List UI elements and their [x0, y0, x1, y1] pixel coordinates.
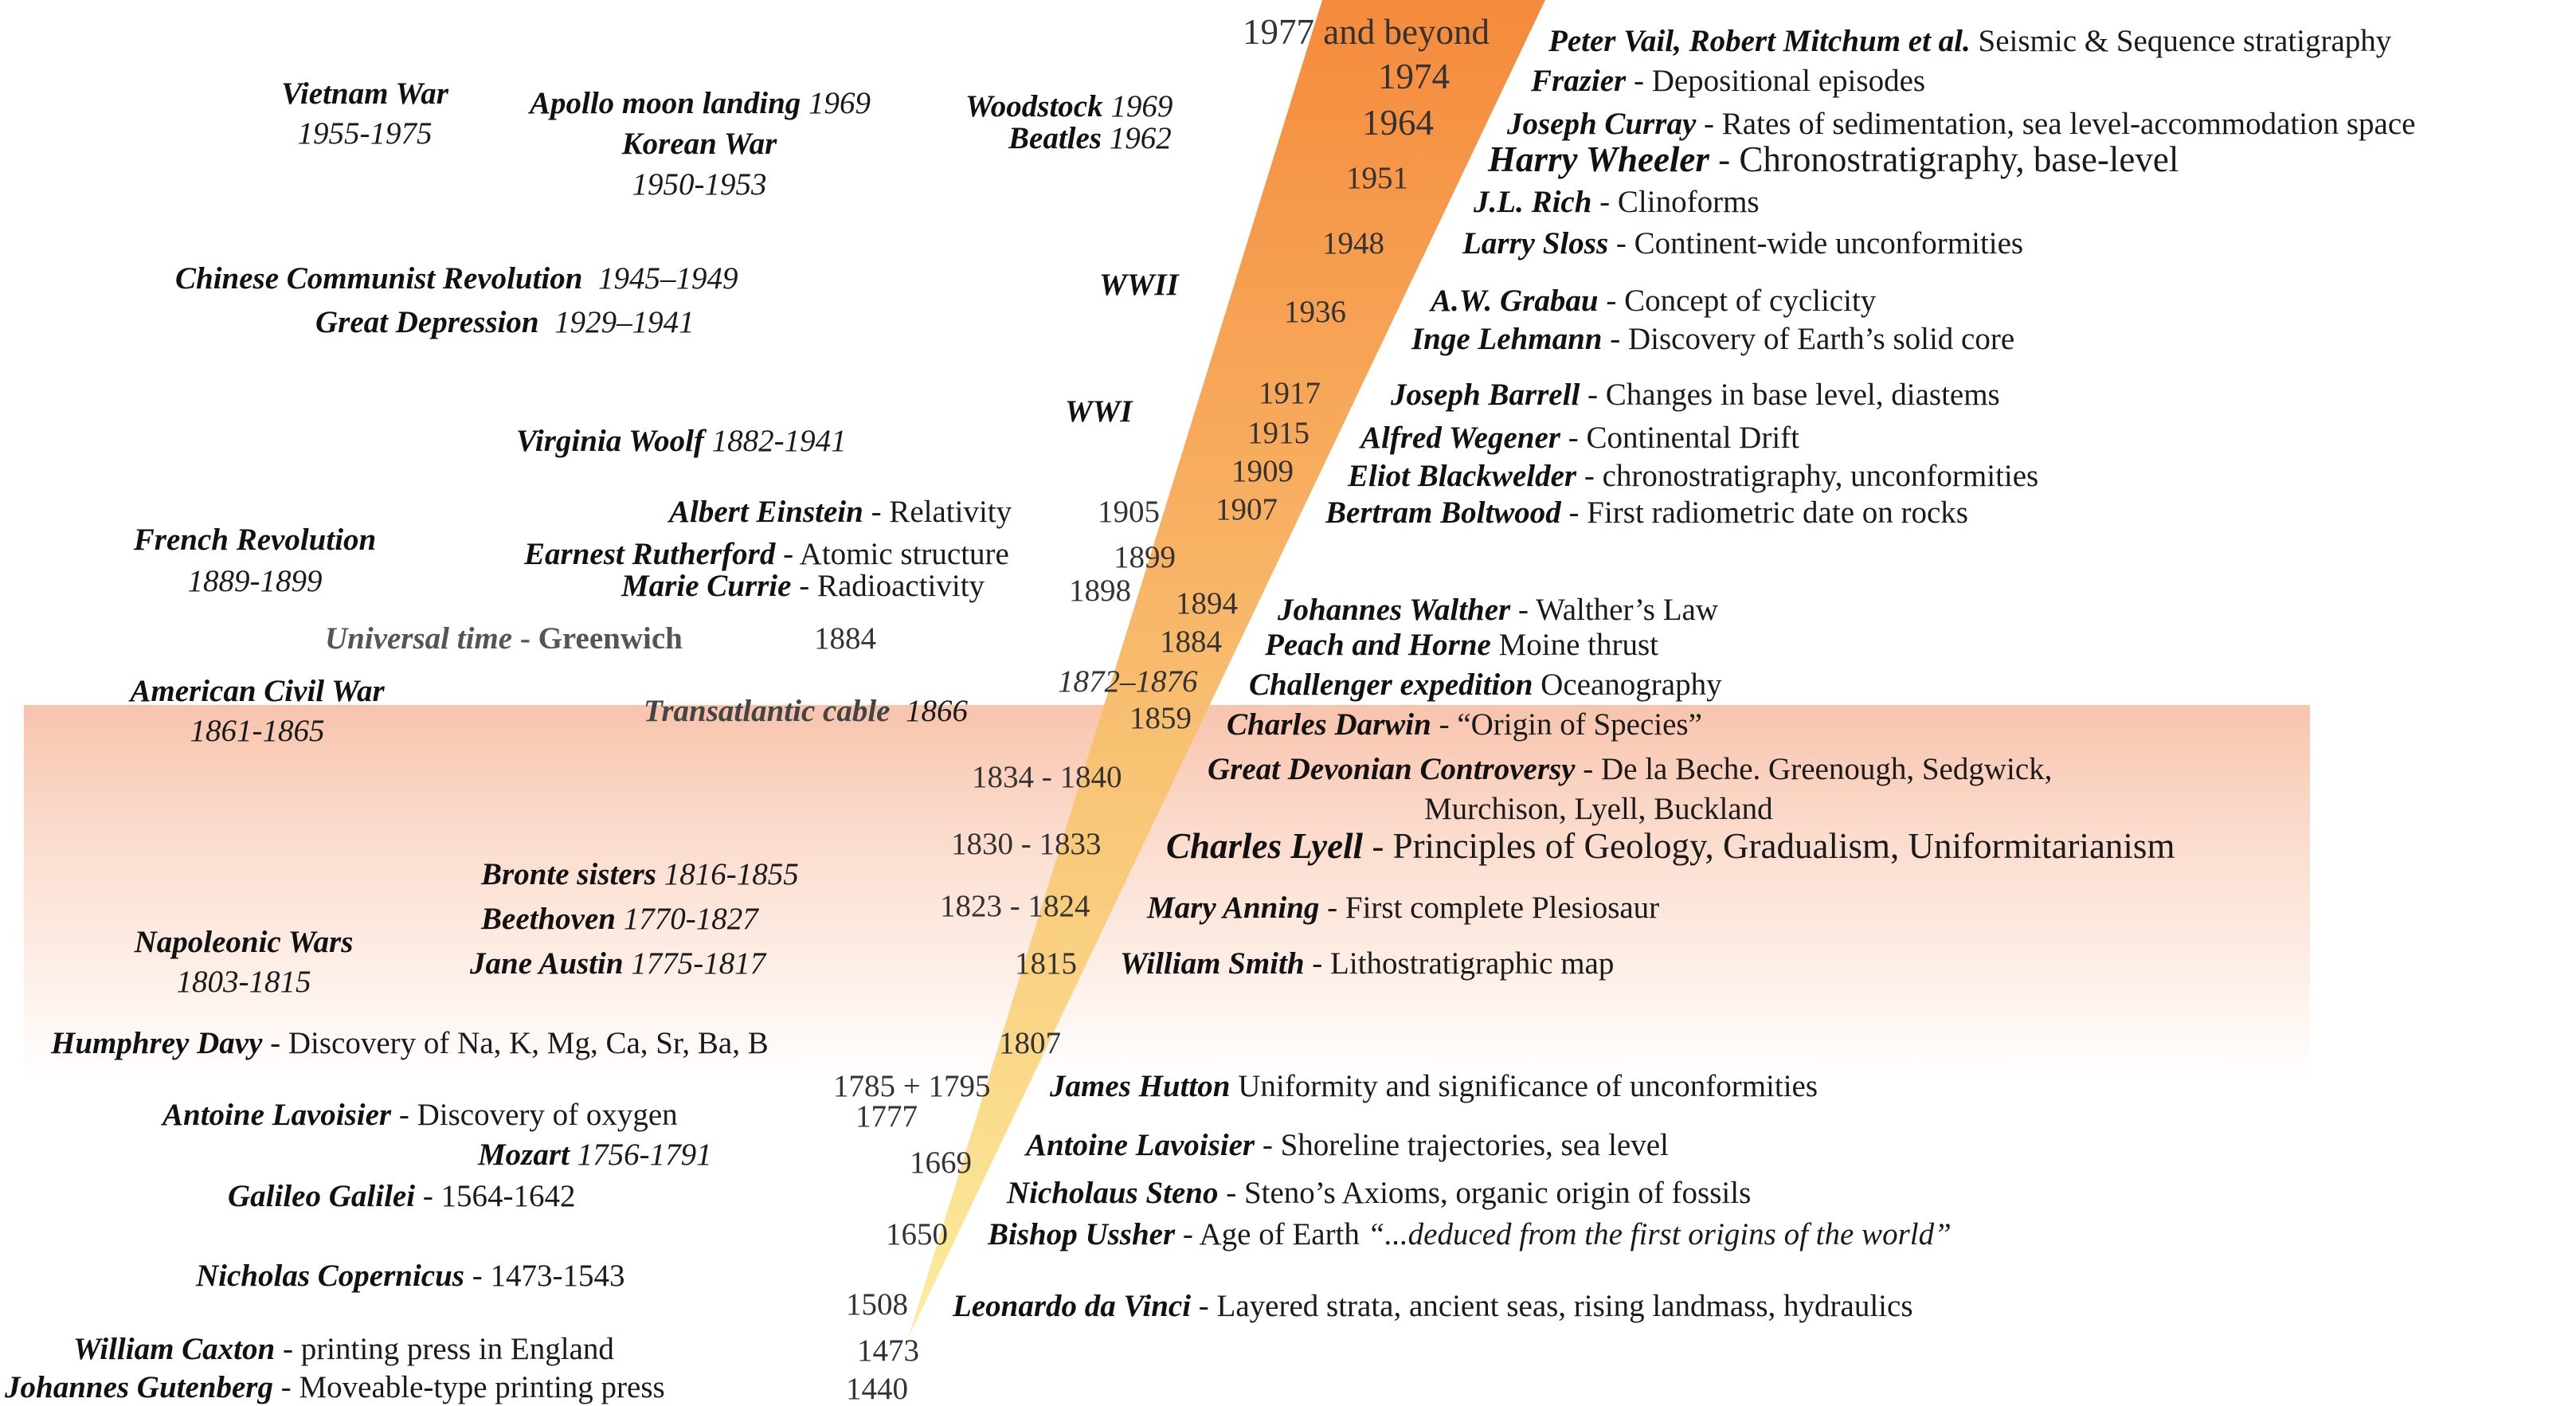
geo-entry: Harry Wheeler - Chronostratigraphy, base-level	[1488, 139, 2179, 179]
event-jane-austin: Jane Austin 1775-1817	[470, 946, 766, 981]
geo-entry: Joseph Curray - Rates of sedimentation, sea level-accommodation space	[1507, 107, 2416, 141]
geo-year: 1977 and beyond	[1243, 12, 1490, 52]
geo-entry: Eliot Blackwelder - chronostratigraphy, unconformities	[1348, 459, 2039, 493]
geo-entry: Alfred Wegener - Continental Drift	[1360, 421, 1799, 455]
geo-entry: Joseph Barrell - Changes in base level, diastems	[1391, 378, 2000, 412]
event-napoleonic-years: 1803-1815	[176, 965, 311, 999]
event-civil-war: American Civil War	[130, 674, 385, 708]
geo-entry: Nicholaus Steno - Steno’s Axioms, organic origin of fossils	[1007, 1176, 1752, 1210]
geo-entry: Charles Darwin - “Origin of Species”	[1227, 707, 1702, 742]
geo-year: 1936	[1284, 295, 1346, 329]
geo-year: 1823 - 1824	[940, 889, 1090, 923]
event-wwii: WWII	[1099, 268, 1179, 302]
event-bronte: Bronte sisters 1816-1855	[481, 857, 799, 891]
event-great-depression: Great Depression 1929–1941	[315, 305, 695, 339]
event-apollo: Apollo moon landing 1969	[530, 86, 871, 120]
event-napoleonic-wars: Napoleonic Wars	[134, 925, 354, 959]
geo-entry: Larry Sloss - Continent-wide unconformities	[1462, 226, 2024, 260]
geo-year: 1830 - 1833	[951, 827, 1102, 861]
geo-entry: J.L. Rich - Clinoforms	[1474, 185, 1760, 219]
event-caxton-year: 1473	[857, 1334, 919, 1368]
geo-year: 1872–1876	[1058, 664, 1198, 699]
geo-year: 1948	[1322, 226, 1384, 260]
event-chinese-revolution: Chinese Communist Revolution 1945–1949	[175, 261, 738, 296]
event-beethoven: Beethoven 1770-1827	[481, 902, 758, 936]
geo-year: 1834 - 1840	[972, 760, 1122, 794]
event-galileo: Galileo Galilei - 1564-1642	[228, 1179, 576, 1213]
geo-year: 1508	[846, 1287, 908, 1322]
geo-entry: Peter Vail, Robert Mitchum et al. Seismic & Sequence stratigraphy	[1548, 24, 2392, 58]
event-currie: Marie Currie - Radioactivity	[621, 569, 985, 603]
event-copernicus: Nicholas Copernicus - 1473-1543	[196, 1259, 625, 1293]
geo-year: 1907	[1216, 492, 1278, 527]
event-einstein: Albert Einstein - Relativity	[669, 495, 1012, 529]
geo-entry: Bertram Boltwood - First radiometric date on rocks	[1325, 495, 1968, 530]
geo-year: 1785 + 1795	[833, 1069, 991, 1103]
event-lavoisier-oxygen: Antoine Lavoisier - Discovery of oxygen	[162, 1098, 678, 1132]
event-humphrey-davy: Humphrey Davy - Discovery of Na, K, Mg, Ca, Sr, Ba, B	[51, 1026, 769, 1060]
geo-entry: Charles Lyell - Principles of Geology, Gradualism, Uniformitarianism	[1166, 826, 2175, 866]
event-universal-year: 1884	[814, 621, 876, 656]
geo-entry: Frazier - Depositional episodes	[1531, 64, 1926, 98]
event-einstein-year: 1905	[1098, 495, 1160, 529]
event-beatles: Beatles 1962	[1008, 121, 1172, 155]
geo-year: 1815	[1015, 946, 1077, 981]
geo-entry: Challenger expedition Oceanography	[1249, 668, 1722, 702]
geo-entry: William Smith - Lithostratigraphic map	[1120, 946, 1615, 981]
geo-entry-cont: Murchison, Lyell, Buckland	[1424, 792, 1773, 826]
event-french-years: 1889-1899	[187, 564, 323, 598]
event-korean-war: Korean War	[621, 127, 777, 161]
event-wwi: WWI	[1065, 394, 1133, 429]
event-rutherford-year: 1899	[1114, 540, 1176, 574]
geo-entry: A.W. Grabau - Concept of cyclicity	[1431, 284, 1877, 318]
geo-entry: Antoine Lavoisier - Shoreline trajectories, sea level	[1026, 1128, 1669, 1162]
geo-entry: James Hutton Uniformity and significance of unconformities	[1050, 1069, 1818, 1103]
event-rutherford: Earnest Rutherford - Atomic structure	[524, 537, 1009, 571]
geo-year: 1915	[1247, 416, 1310, 450]
geo-entry: Inge Lehmann - Discovery of Earth’s solid core	[1411, 322, 2015, 356]
geo-entry: Mary Anning - First complete Plesiosaur	[1147, 891, 1660, 925]
event-vietnam-years: 1955-1975	[297, 116, 433, 151]
geo-entry: Great Devonian Controversy - De la Beche. Greenough, Sedgwick,	[1208, 752, 2053, 786]
geo-year: 1884	[1160, 625, 1222, 659]
geo-year: 1964	[1362, 103, 1434, 143]
geo-year: 1650	[886, 1217, 948, 1251]
geo-year: 1974	[1378, 57, 1450, 96]
event-virginia-woolf: Virginia Woolf 1882-1941	[516, 424, 847, 458]
geo-entry: Peach and Horne Moine thrust	[1265, 628, 1659, 662]
geo-year: 1859	[1129, 701, 1192, 735]
event-universal-time: Universal time - Greenwich	[325, 621, 683, 656]
event-civil-years: 1861-1865	[190, 714, 325, 748]
geo-year: 1917	[1259, 376, 1321, 410]
event-woodstock: Woodstock 1969	[965, 89, 1173, 123]
geo-year: 1894	[1176, 586, 1238, 621]
event-gutenberg: Johannes Gutenberg - Moveable-type printing press	[5, 1370, 665, 1404]
geo-year: 1909	[1231, 454, 1294, 488]
event-lavoisier-year: 1777	[855, 1099, 918, 1134]
event-korean-years: 1950-1953	[632, 167, 767, 202]
event-currie-year: 1898	[1069, 574, 1131, 608]
event-mozart: Mozart 1756-1791	[478, 1138, 712, 1172]
event-caxton: William Caxton - printing press in England	[73, 1332, 614, 1366]
event-transatlantic-cable: Transatlantic cable 1866	[644, 694, 968, 728]
geo-entry: Johannes Walther - Walther’s Law	[1278, 593, 1718, 627]
event-vietnam-war: Vietnam War	[281, 76, 448, 111]
geo-entry: Leonardo da Vinci - Layered strata, ancient seas, rising landmass, hydraulics	[953, 1289, 1913, 1323]
event-gutenberg-year: 1440	[846, 1372, 908, 1406]
geo-year: 1951	[1346, 161, 1408, 195]
geo-entry: Bishop Ussher - Age of Earth “...deduced from the first origins of the world”	[988, 1217, 1952, 1251]
event-davy-year: 1807	[999, 1026, 1061, 1060]
geo-year: 1669	[910, 1146, 972, 1180]
event-french-revolution: French Revolution	[133, 523, 377, 557]
